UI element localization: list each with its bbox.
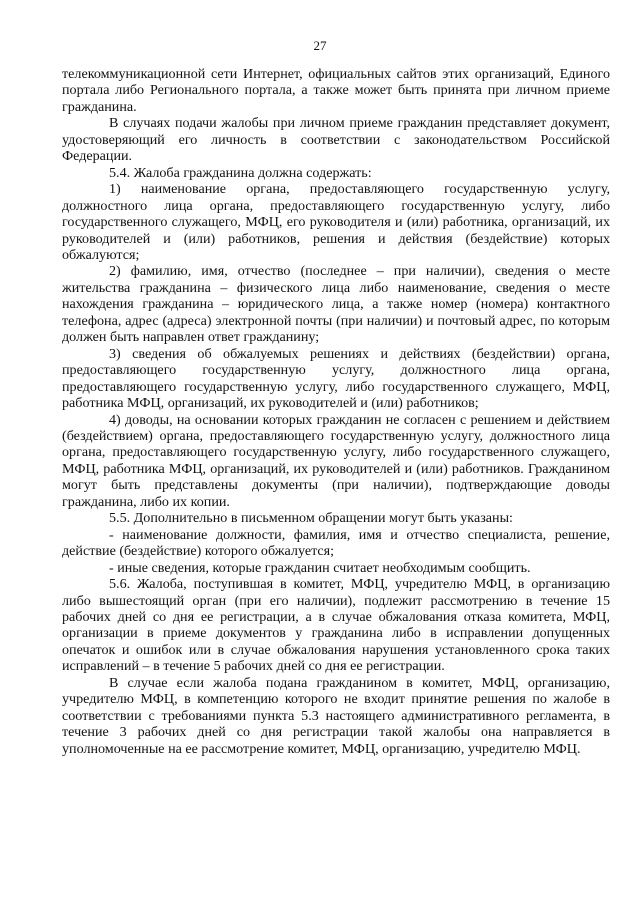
paragraph-5-4-heading: 5.4. Жалоба гражданина должна содержать: <box>109 164 372 181</box>
paragraph-5-5-item-1: - наименование должности, фамилия, имя и отчество специалиста, решение, действие (бездействие) которого обжалуется; <box>62 526 610 560</box>
paragraph-5-6: 5.6. Жалоба, поступившая в комитет, МФЦ, учредителю МФЦ, в организацию либо вышестоящий орган (при его наличии), подлежит рассмотрению в течение 15 рабочих дней со дня ее регистрации, а в случае обжалования отказа комитета, МФЦ, организации в приеме документов у гражданина либо в исправлении допущенных опечаток и ошибок или в случае обжалования нарушения установленного срока таких исправлений – в течение 5 рабочих дней со дня ее регистрации. <box>62 576 610 675</box>
paragraph-5-5-item-2: - иные сведения, которые гражданин считает необходимым сообщить. <box>109 559 531 576</box>
paragraph-5-4-item-2: 2) фамилию, имя, отчество (последнее – при наличии), сведения о месте жительства гражданина – физического лица либо наименование, сведения о месте нахождения гражданина – юридического лица, а также номер (номера) контактного телефона, адрес (адреса) электронной почты (при наличии) и почтовый адрес, по которым должен быть направлен ответ гражданину; <box>62 263 610 346</box>
paragraph-5-6-redirect: В случае если жалоба подана гражданином в комитет, МФЦ, организацию, учредителю МФЦ, в компетенцию которого не входит принятие решения по жалобе в соответствии с требованиями пункта 5.3 настоящего административного регламента, в течение 3 рабочих дней со дня регистрации такой жалобы она направляется в уполномоченные на ее рассмотрение комитет, МФЦ, организацию, учредителю МФЦ. <box>62 674 610 757</box>
paragraph-5-5-heading: 5.5. Дополнительно в письменном обращении могут быть указаны: <box>109 510 513 527</box>
paragraph-5-4-item-1: 1) наименование органа, предоставляющего государственную услугу, должностного лица органа, предоставляющего государственную услугу, либо государственного служащего, МФЦ, его руководителя и (или) работника, организаций, их руководителей и (или) работников, решения и действия (бездействие) которых обжалуются; <box>62 181 610 263</box>
paragraph-5-4-item-3: 3) сведения об обжалуемых решениях и действиях (бездействии) органа, предоставляющего государственную услугу, должностного лица органа, предоставляющего государственную услугу, либо государственного служащего, МФЦ, работника МФЦ, организаций, их руководителей и (или) работников; <box>62 345 610 412</box>
page-number: 27 <box>313 38 327 53</box>
paragraph-5-4-item-4: 4) доводы, на основании которых гражданин не согласен с решением и действием (бездействием) органа, предоставляющего государственную услугу, должностного лица органа, предоставляющего государственную услугу, либо государственного служащего, МФЦ, работника МФЦ, организаций, их руководителей и (или) работников. Гражданином могут быть представлены документы (при наличии), подтверждающие доводы гражданина, либо их копии. <box>62 411 610 510</box>
paragraph-personal-reception: В случаях подачи жалобы при личном приеме гражданин представляет документ, удостоверяющий его личность в соответствии с законодательством Российской Федерации. <box>62 115 610 165</box>
document-body <box>62 66 610 757</box>
paragraph-continuation: телекоммуникационной сети Интернет, официальных сайтов этих организаций, Единого портала либо Регионального портала, а также может быть принята при личном приеме гражданина. <box>62 66 610 115</box>
